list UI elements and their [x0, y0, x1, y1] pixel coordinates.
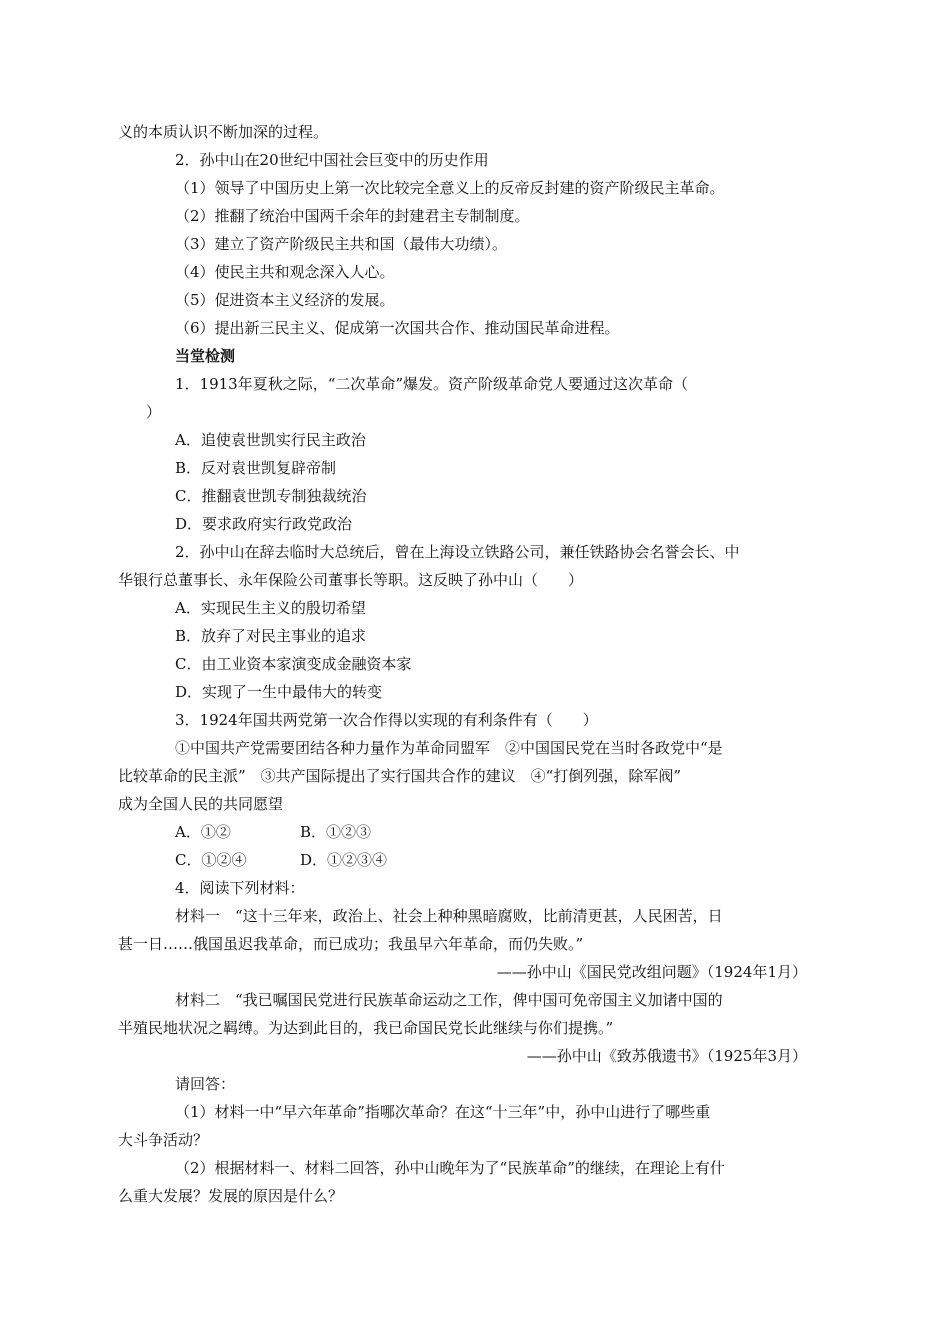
text-line: ） [146, 403, 162, 421]
section-title: 当堂检测 [175, 347, 236, 365]
text-line: 华银行总董事长、永年保险公司董事长等职。这反映了孙中山（ ） [118, 571, 584, 589]
question-4: 4．阅读下列材料： [175, 879, 305, 897]
text-line: 甚一日……俄国虽迟我革命，而已成功；我虽早六年革命，而仍失败。” [118, 935, 584, 953]
answer-option: A．①② [175, 823, 231, 841]
answer-option: D．要求政府实行政党政治 [175, 515, 353, 533]
list-item: （4）使民主共和观念深入人心。 [175, 263, 395, 281]
list-item: （6）提出新三民主义、促成第一次国共合作、推动国民革命进程。 [175, 319, 620, 337]
answer-option: D．①②③④ [300, 851, 388, 869]
sub-question: （2）根据材料一、材料二回答，孙中山晚年为了“民族革命”的继续，在理论上有什 [175, 1159, 725, 1177]
list-item: （2）推翻了统治中国两千余年的封建君主专制制度。 [175, 207, 530, 225]
material-one: 材料一 “这十三年来，政治上、社会上种种黑暗腐败，比前清更甚，人民困苦，日 [175, 907, 723, 925]
question-3: 3．1924年国共两党第一次合作得以实现的有利条件有（ ） [175, 711, 598, 729]
question-1: 1．1913年夏秋之际，“二次革命”爆发。资产阶级革命党人要通过这次革命（ [175, 375, 689, 393]
text-line: ①中国共产党需要团结各种力量作为革命同盟军 ②中国国民党在当时各政党中“是 [175, 739, 723, 757]
text-line: 半殖民地状况之羁缚。为达到此目的，我已命国民党长此继续与你们提携。” [118, 1019, 614, 1037]
question-2: 2．孙中山在辞去临时大总统后，曾在上海设立铁路公司，兼任铁路协会名誉会长、中 [175, 543, 740, 561]
answer-option: A．实现民生主义的殷切希望 [175, 599, 366, 617]
text-line: 请回答： [175, 1075, 236, 1093]
answer-option: A．追使袁世凯实行民主政治 [175, 431, 366, 449]
text-line: 大斗争活动？ [118, 1131, 209, 1149]
answer-option: C．推翻袁世凯专制独裁统治 [175, 487, 367, 505]
list-item: （3）建立了资产阶级民主共和国（最伟大功绩）。 [175, 235, 508, 253]
section-heading: 2．孙中山在20世纪中国社会巨变中的历史作用 [175, 151, 489, 169]
text-line: 么重大发展？发展的原因是什么？ [118, 1187, 344, 1205]
citation: ——孙中山《致苏俄遗书》（1925年3月） [526, 1047, 807, 1065]
citation: ——孙中山《国民党改组问题》（1924年1月） [496, 963, 807, 981]
answer-option: B．放弃了对民主事业的追求 [175, 627, 367, 645]
answer-option: B．反对袁世凯复辟帝制 [175, 459, 337, 477]
list-item: （5）促进资本主义经济的发展。 [175, 291, 395, 309]
material-two: 材料二 “我已嘱国民党进行民族革命运动之工作，俾中国可免帝国主义加诸中国的 [175, 991, 723, 1009]
answer-option: D．实现了一生中最伟大的转变 [175, 683, 383, 701]
text-line: 比较革命的民主派” ③共产国际提出了实行国共合作的建议 ④“打倒列强，除军阀” [118, 767, 682, 785]
text-line: 成为全国人民的共同愿望 [118, 795, 284, 813]
answer-option: B．①②③ [300, 823, 372, 841]
answer-option: C．①②④ [175, 851, 247, 869]
answer-option: C．由工业资本家演变成金融资本家 [175, 655, 412, 673]
sub-question: （1）材料一中“早六年革命”指哪次革命？在这“十三年”中，孙中山进行了哪些重 [175, 1103, 711, 1121]
list-item: （1）领导了中国历史上第一次比较完全意义上的反帝反封建的资产阶级民主革命。 [175, 179, 725, 197]
text-line: 义的本质认识不断加深的过程。 [118, 123, 329, 141]
